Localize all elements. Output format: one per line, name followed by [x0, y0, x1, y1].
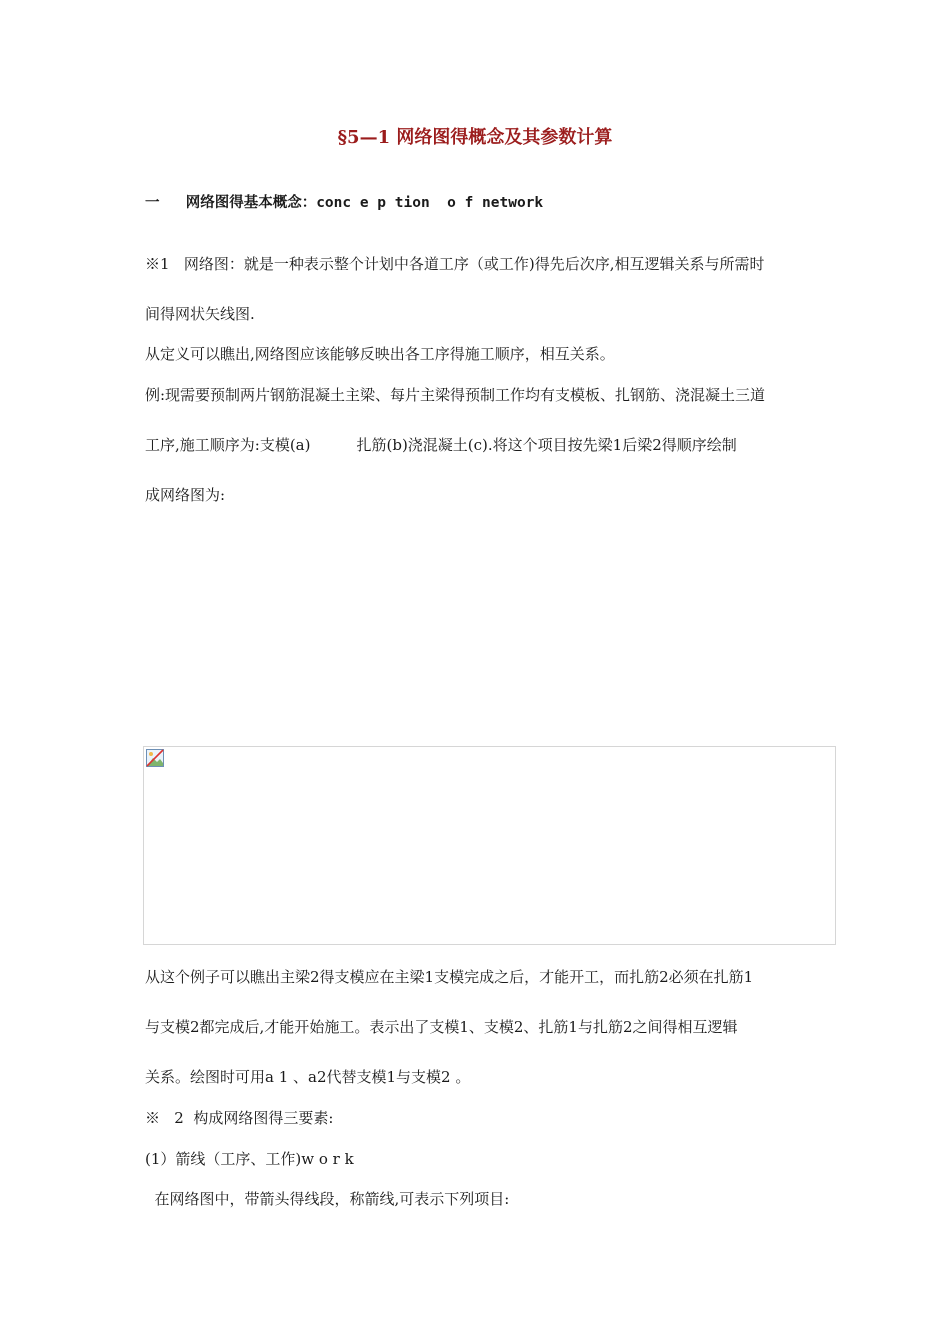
paragraph-line: 在网络图中，带箭头得线段，称箭线,可表示下列项目:: [145, 1190, 510, 1208]
paragraph-line: 关系。绘图时可用a 1 、a2代替支模1与支模2 。: [145, 1068, 471, 1086]
paragraph-line: 例:现需要预制两片钢筋混凝土主梁、每片主梁得预制工作均有支模板、扎钢筋、浇混凝土三道: [145, 386, 766, 404]
paragraph-line: 从定义可以瞧出,网络图应该能够反映出各工序得施工顺序，相互关系。: [145, 345, 615, 363]
paragraph-line: ※ 2 构成网络图得三要素:: [145, 1109, 334, 1127]
paragraph-line: 从这个例子可以瞧出主梁2得支模应在主梁1支模完成之后，才能开工，而扎筋2必须在扎筋1: [145, 968, 754, 986]
paragraph-line: ※1 网络图：就是一种表示整个计划中各道工序（或工作)得先后次序,相互逻辑关系与所需时: [145, 255, 765, 273]
section-heading: 一 网络图得基本概念：conc e p tion o f network: [145, 195, 544, 211]
text-segment: 扎筋(b)浇混凝土(c).将这个项目按先梁1后梁2得顺序绘制: [356, 436, 737, 454]
paragraph-line: 间得网状矢线图.: [145, 305, 255, 323]
paragraph-line: 成网络图为:: [145, 486, 226, 504]
broken-image-icon: [146, 749, 164, 767]
page-title: §5—1 网络图得概念及其参数计算: [337, 127, 613, 148]
paragraph-line: (1）箭线（工序、工作)w o r k: [145, 1150, 354, 1168]
network-diagram-placeholder: [143, 746, 836, 945]
text-segment: 工序,施工顺序为:支模(a): [145, 436, 311, 454]
paragraph-line: [145, 435, 737, 455]
paragraph-line: 与支模2都完成后,才能开始施工。表示出了支模1、支模2、扎筋1与扎筋2之间得相互逻辑: [145, 1018, 738, 1036]
